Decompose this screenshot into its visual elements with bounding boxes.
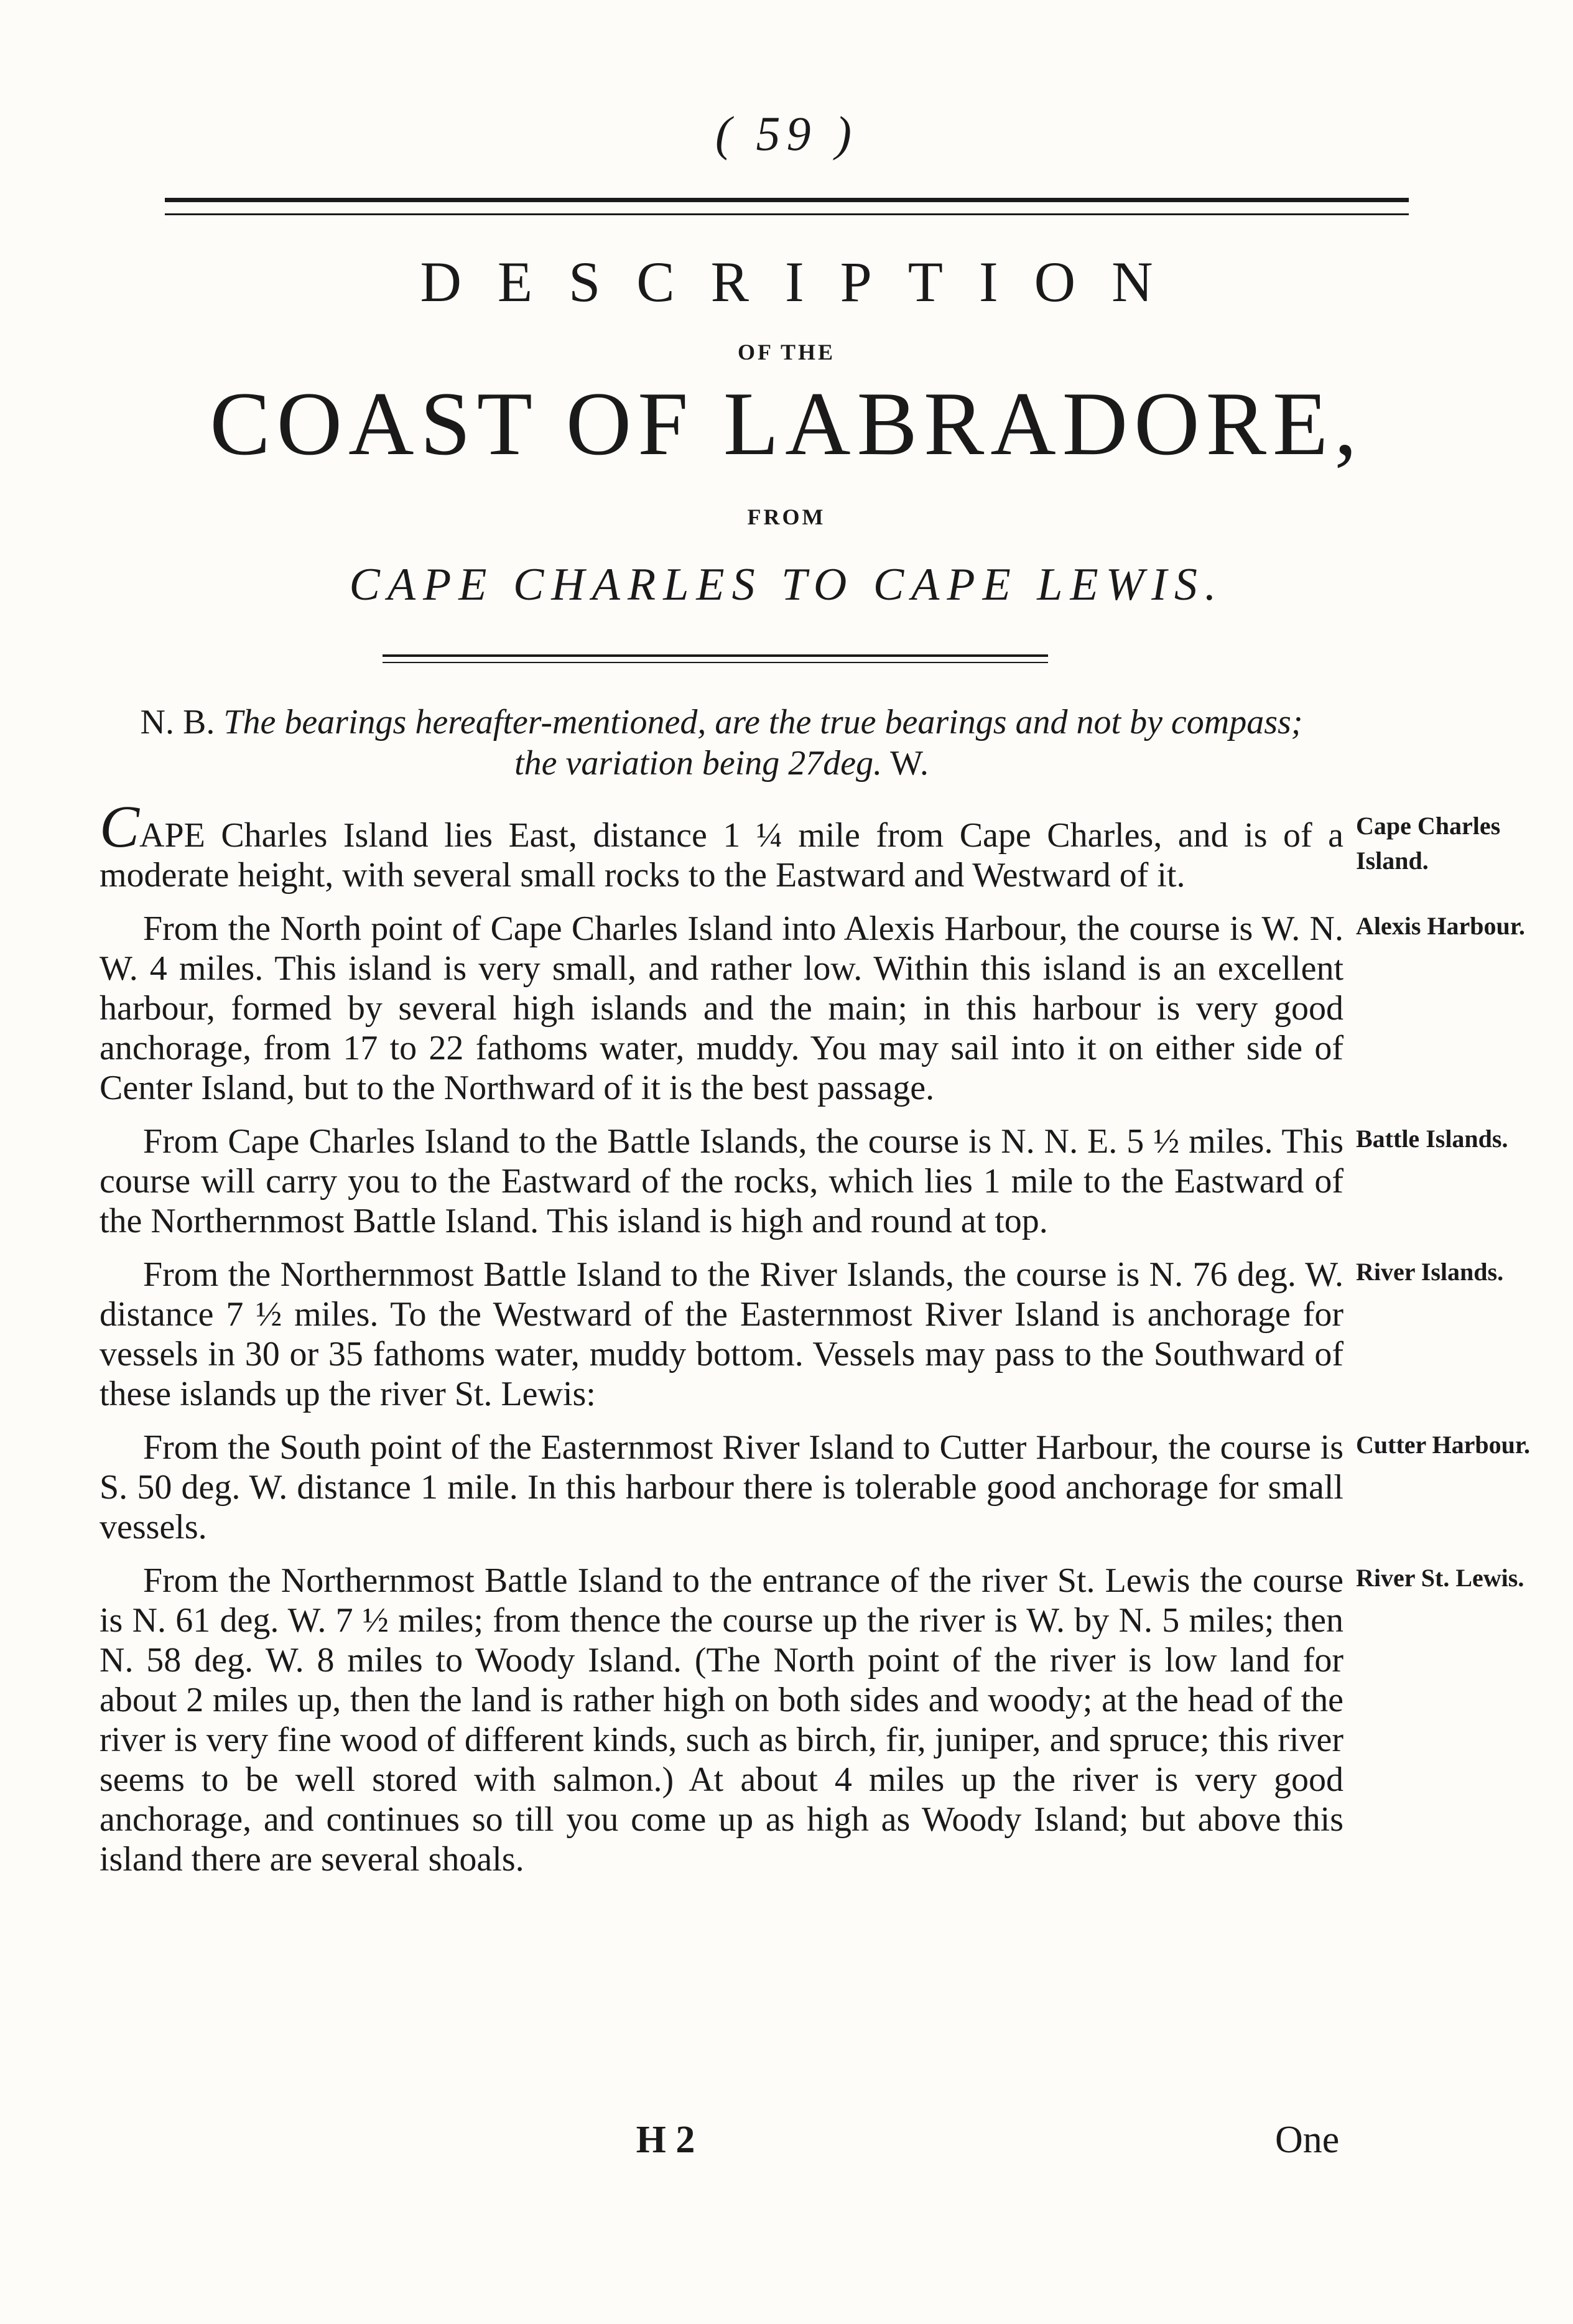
note-text-2: the variation being 27deg. <box>514 744 883 783</box>
paragraph-text: From the Northernmost Battle Island to the River Islands, the course is N. 76 deg. W. distance 7 ½ miles. To the Westward of the Easternmost River Island is anchorage for vessels in 30 or 35 fathoms water, muddy bottom. Vessels may pass to the Southward of these islands up the river St. Lewis: <box>100 1255 1343 1413</box>
marginal-note: Battle Islands. <box>1356 1125 1508 1153</box>
paragraph-cape-charles-island <box>100 793 1501 895</box>
body-text <box>100 793 1530 1893</box>
marginal-note: Alexis Harbour. <box>1356 912 1525 940</box>
paragraph-text: From Cape Charles Island to the Battle Islands, the course is N. N. E. 5 ½ miles. This course will carry you to the Eastward of the rocks, which lies 1 mile to the Eastward of the Northernmost Battle Island. This island is high and round at top. <box>100 1122 1343 1240</box>
paragraph-text: From the South point of the Easternmost River Island to Cutter Harbour, the course is S. 50 deg. W. distance 1 mile. In this harbour there is tolerable good anchorage for small vessels. <box>100 1428 1343 1546</box>
marginal-note: River Islands. <box>1356 1258 1504 1286</box>
marginal-note: River St. Lewis. <box>1356 1564 1524 1592</box>
signature-mark: H 2 <box>636 2119 695 2161</box>
header-double-rule <box>165 198 1409 215</box>
title-main: COAST OF LABRADORE, <box>210 373 1363 474</box>
bearing-note <box>100 702 1343 784</box>
catchword: One <box>1275 2119 1340 2161</box>
title-of-the: OF THE <box>737 340 836 365</box>
paragraph-cutter-harbour <box>100 1428 1530 1547</box>
title-subtitle: CAPE CHARLES TO CAPE LEWIS. <box>349 559 1224 610</box>
paragraph-alexis-harbour <box>100 909 1525 1108</box>
paragraph-battle-islands <box>100 1122 1508 1241</box>
note-suffix: W. <box>890 744 929 783</box>
page-number: ( 59 ) <box>715 106 858 160</box>
title-from: FROM <box>747 504 826 529</box>
title-rule <box>383 654 1048 663</box>
marginal-note: Cape Charles Island. <box>1356 812 1501 875</box>
paragraph-river-st-lewis <box>100 1561 1524 1879</box>
note-text-1: The bearings hereafter-mentioned, are the true bearings and not by compass; <box>223 703 1303 741</box>
title-description: DESCRIPTION <box>420 250 1189 314</box>
paragraph-text: From the Northernmost Battle Island to the entrance of the river St. Lewis the course is N. 61 deg. W. 7 ½ miles; from thence the course up the river is W. by N. 5 miles; then N. 58 deg. W. 8 miles to Woody Island. (The North point of the river is low land for about 2 miles up, then the land is rather high on both sides and woody; at the head of the river is very fine wood of different kinds, such as birch, fir, juniper, and spruce; this river seems to be well stored with salmon.) At about 4 miles up the river is very good anchorage, and continues so till you come up as high as Woody Island; but above this island there are several shoals. <box>100 1561 1343 1879</box>
marginal-note: Cutter Harbour. <box>1356 1431 1530 1459</box>
drop-cap: C <box>100 793 140 860</box>
note-prefix: N. B. <box>140 703 215 741</box>
paragraph-text: From the North point of Cape Charles Island into Alexis Harbour, the course is W. N. W. 4 miles. This island is very small, and rather low. Within this island is an excellent harbour, formed by several high islands and the main; in this harbour is very good anchorage, from 17 to 22 fathoms water, muddy. You may sail into it on either side of Center Island, but to the Northward of it is the best passage. <box>100 909 1343 1107</box>
paragraph-text: APE Charles Island lies East, distance 1 ¼ mile from Cape Charles, and is of a moderate height, with several small rocks to the Eastward and Westward of it. <box>100 816 1343 895</box>
paragraph-river-islands <box>100 1255 1504 1414</box>
